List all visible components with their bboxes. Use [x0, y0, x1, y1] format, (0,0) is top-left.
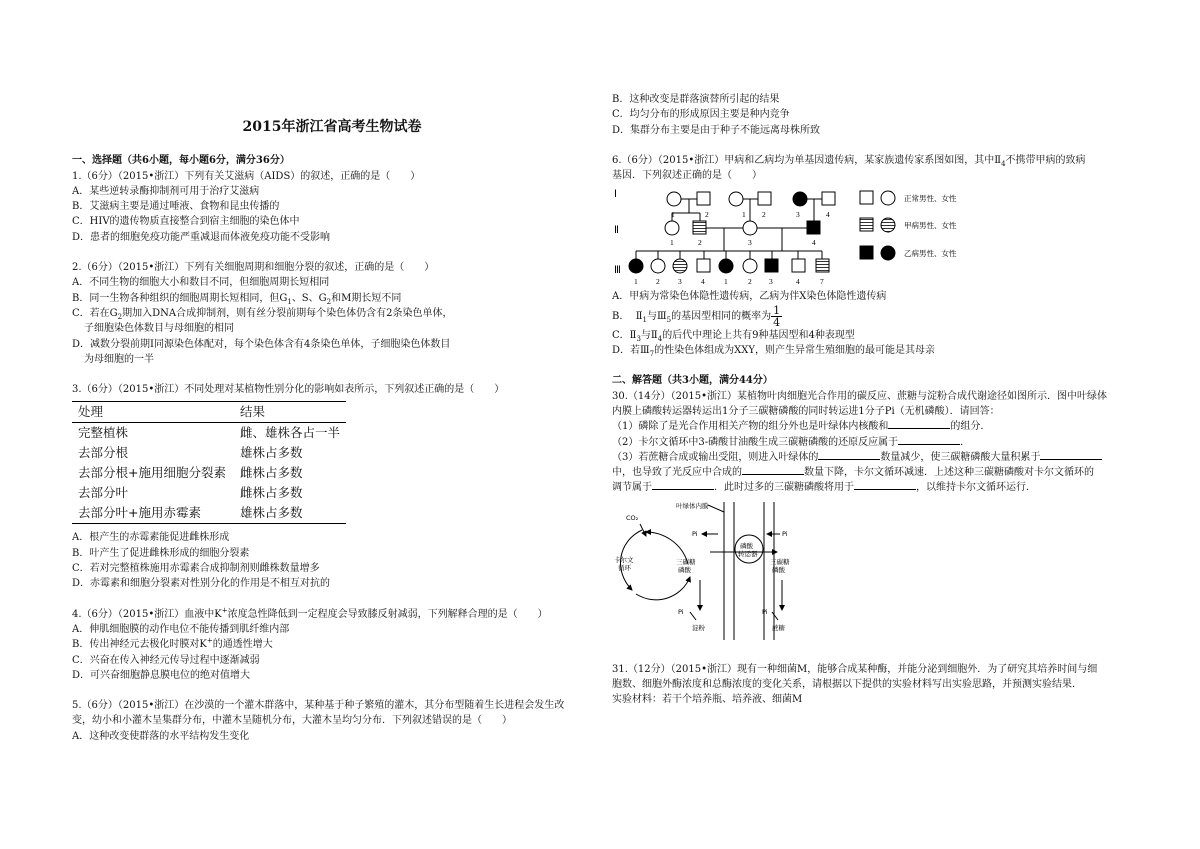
question-stem-cont: 内膜上磷酸转运器转运出1分子三碳糖磷酸的同时转运进1分子Pi（无机磷酸）．请回答：: [612, 405, 1000, 417]
table-row: [72, 443, 346, 463]
legend-male-jia: [860, 218, 873, 231]
header-cell: 结果: [234, 402, 346, 423]
legend-label-yi: 乙病男性、女性: [904, 249, 957, 259]
table-cell: 雄株占多数: [234, 503, 346, 524]
pedigree-male-normal: [792, 259, 805, 272]
treatment-table: [72, 401, 346, 524]
question-6: [612, 153, 1132, 358]
question-3: [72, 382, 592, 591]
pedigree-female-normal: [667, 192, 681, 206]
pedigree-number: 4: [812, 238, 816, 248]
pedigree-number: 1: [742, 210, 746, 220]
subquestion-3-cont: 中，也导致了光反应中合成的 数量下降，卡尔文循环减速．上述这种三碳糖磷酸对卡尔文循环的: [612, 467, 1094, 479]
left-column: [72, 120, 592, 744]
table-cell: 雄株占多数: [240, 445, 303, 461]
q5-option-b: B．这种改变是群落演替所引起的结果: [612, 94, 780, 105]
table-cell: 去部分叶: [78, 485, 129, 501]
transporter-label: 磷酸: [740, 541, 753, 550]
pedigree-male-yi: [807, 221, 820, 234]
option-d: D．若$Ⅲ_7$的性染色体组成为XXY，则产生异常生殖细胞的最可能是其母亲: [612, 345, 935, 359]
tp-label-2: 磷酸: [678, 565, 691, 574]
option-a: A．甲病为常染色体隐性遗传病，乙病为伴X染色体隐性遗传病: [612, 291, 887, 303]
pedigree-number: 4: [701, 277, 705, 287]
question-stem: 3.（6分）（2015•浙江）不同处理对某植物性别分化的影响如表所示，下列叙述正确的是（ ）: [72, 384, 505, 396]
legend-female-jia: [881, 218, 895, 232]
option-d-cont: 为母细胞的一半: [84, 353, 154, 365]
question-stem-cont: 胞数、细胞外酶浓度和总酶浓度的变化关系，请根据以下提供的实验材料写出实验思路，并预测实验结果．: [612, 679, 1082, 691]
metabolism-diagram: [612, 502, 1132, 640]
tp-label: 三碳糖: [676, 557, 696, 566]
section-heading-choice: 一、选择题（共6小题，每小题6分，满分36分）: [72, 155, 290, 167]
sucrose-label: 蔗糖: [772, 623, 785, 632]
pedigree-male-normal: [822, 192, 835, 205]
option-a: A．这种改变使群落的水平结构发生变化: [72, 730, 250, 742]
blank[interactable]: [898, 444, 960, 445]
table-row: [72, 483, 346, 503]
pedigree-svg: [612, 185, 1132, 315]
generation-label-2: Ⅱ: [614, 225, 619, 237]
pedigree-female-normal: [743, 221, 757, 235]
option-c: C．HIV的遗传物质直接整合到宿主细胞的染色体中: [72, 216, 300, 228]
pedigree-male-normal: [758, 192, 771, 205]
pedigree-number: 2: [698, 238, 702, 248]
option-b: B．叶产生了促进雌株形成的细胞分裂素: [72, 547, 250, 559]
pedigree-number: 3: [796, 210, 800, 220]
subquestion-3: （3）若蔗糖合成或输出受阻，则进入叶绿体的 数量减少，使三碳糖磷酸大量积累于: [612, 450, 1132, 465]
subquestion-3-cont2: 调节属于 ．此时过多的三碳糖磷酸将用于 ，以维持卡尔文循环运行．: [612, 482, 1036, 494]
calvin-label-2: 循环: [618, 563, 631, 572]
pedigree-number: 2: [656, 277, 660, 287]
table-cell: 去部分叶+施用赤霉素: [72, 503, 234, 524]
pedigree-female-normal: [651, 259, 665, 273]
pedigree-male-jia: [693, 221, 706, 234]
blank[interactable]: [742, 474, 804, 475]
blank[interactable]: [818, 459, 880, 460]
option-b: B． $Ⅱ_1$与$Ⅲ_5$的基因型相同的概率为 $\frac{1}{4}$: [612, 303, 781, 329]
option-a: A．不同生物的细胞大小和数目不同，但细胞周期长短相同: [72, 277, 330, 289]
table-row: [72, 463, 346, 483]
question-stem: 4.（6分）（2015•浙江）血液中K+浓度急性降低到一定程度会导致膝反射减弱，下列解释合理的是（ ）: [72, 606, 548, 620]
co2-label: CO₂: [626, 513, 639, 522]
legend-label-jia: 甲病男性、女性: [904, 221, 957, 231]
question-stem: 6.（6分）（2015•浙江）甲病和乙病均为单基因遗传病，某家族遗传家系图如图，其中$Ⅱ_4$不携带甲病的致病: [612, 154, 1086, 168]
table-cell: 去部分根: [78, 445, 129, 461]
legend-female-yi: [881, 246, 895, 260]
question-stem-cont: 变，幼小和小灌木呈集群分布，中灌木呈随机分布，大灌木呈均匀分布．下列叙述错误的是（ ）: [72, 715, 512, 727]
pedigree-female-yi: [793, 192, 807, 206]
option-d: D．可兴奋细胞静息膜电位的绝对值增大: [72, 669, 251, 681]
question-5: [72, 698, 592, 744]
transporter-label-2: 转运器: [738, 549, 758, 558]
pedigree-number: 1: [634, 277, 638, 287]
option-b: B．传出神经元去极化时膜对K+的通透性增大: [72, 636, 273, 651]
page-title: 2015年浙江省高考生物试卷: [242, 119, 422, 135]
membrane-label: 叶绿体内膜: [676, 501, 709, 510]
header-cell: 处理: [72, 402, 234, 423]
pedigree-chart: [612, 185, 1132, 315]
pedigree-number: 4: [796, 277, 800, 287]
question-stem: 30.（14分）（2015•浙江）某植物叶肉细胞光合作用的碳反应、蔗糖与淀粉合成代谢途径如图所示．图中叶绿体: [612, 390, 1107, 402]
question-stem: 1.（6分）（2015•浙江）下列有关艾滋病（AIDS）的叙述，正确的是（ ）: [72, 170, 421, 182]
pedigree-female-jia: [673, 259, 687, 273]
table-cell: 雌株占多数: [240, 485, 303, 501]
pedigree-number: 2: [748, 277, 752, 287]
pi-label: Pi: [678, 607, 684, 616]
generation-label-3: Ⅲ: [614, 265, 621, 277]
pedigree-female-normal: [743, 259, 757, 273]
option-a: A．某些逆转录酶抑制剂可用于治疗艾滋病: [72, 185, 260, 197]
pi-label: Pi: [692, 529, 698, 538]
metabolism-svg: [612, 502, 832, 640]
pedigree-number: 1: [724, 277, 728, 287]
pedigree-number: 3: [748, 238, 752, 248]
question-30: [612, 389, 1132, 640]
section-heading-answer: 二、解答题（共3小题，满分44分）: [612, 375, 773, 387]
legend-label-normal: 正常男性、女性: [904, 194, 957, 204]
starch-label: 淀粉: [692, 623, 705, 632]
pedigree-number: 4: [826, 210, 830, 220]
option-a: A．根产生的赤霉素能促进雌株形成: [72, 532, 230, 544]
legend-male-normal: [860, 191, 873, 204]
tp-label-right-2: 磷酸: [772, 565, 785, 574]
question-4: [72, 607, 592, 683]
option-c: C．$Ⅱ_3$与$Ⅱ_4$的后代中理论上共有9种基因型和4种表现型: [612, 329, 855, 343]
question-stem: 31.（12分）（2015•浙江）现有一种细菌M，能够合成某种酶，并能分泌到细胞外．为了研究其培养时间与细: [612, 663, 1098, 675]
legend-male-yi: [860, 246, 873, 259]
question-1: [72, 169, 592, 245]
pedigree-number: 2: [705, 210, 709, 220]
pedigree-female-normal: [665, 221, 679, 235]
pedigree-number: 1: [671, 210, 675, 220]
option-b: B．艾滋病主要是通过唾液、食物和昆虫传播的: [72, 201, 280, 213]
pedigree-male-normal: [697, 259, 710, 272]
pi-label: Pi: [782, 529, 788, 538]
pedigree-number: 3: [678, 277, 682, 287]
blank[interactable]: [854, 489, 916, 490]
question-stem: 5.（6分）（2015•浙江）在沙漠的一个灌木群落中，某种基于种子繁殖的灌木，其分布型随着生长进程会发生改: [72, 700, 565, 712]
table-row: [72, 503, 346, 524]
option-c: C．若在$G_2$期加入DNA合成抑制剂，则有丝分裂前期每个染色体仍含有2条染色单体，: [72, 307, 453, 321]
q5-option-d: D．集群分布主要是由于种子不能远离母株所致: [612, 124, 821, 136]
pedigree-female-yi: [719, 259, 733, 273]
pedigree-male-jia: [816, 259, 829, 272]
right-column: [612, 92, 1132, 708]
pedigree-number: 3: [769, 277, 773, 287]
legend-female-normal: [881, 191, 895, 205]
blank[interactable]: [1040, 459, 1102, 460]
question-stem: 2.（6分）（2015•浙江）下列有关细胞周期和细胞分裂的叙述，正确的是（ ）: [72, 262, 435, 274]
pedigree-number: 7: [820, 277, 824, 287]
subquestion-2: （2）卡尔文循环中3-磷酸甘油酸生成三碳糖磷酸的还原反应属于 ．: [612, 436, 971, 448]
option-d: D．减数分裂前期I同源染色体配对，每个染色体含有4条染色单体，子细胞染色体数目: [72, 338, 451, 350]
table-cell: 雌株占多数: [240, 465, 303, 481]
table-header-row: [72, 402, 346, 423]
option-c: C．若对完整植株施用赤霉素合成抑制剂则雌株数量增多: [72, 563, 320, 575]
q5-option-c: C．均匀分布的形成原因主要是种内竞争: [612, 109, 790, 121]
table-cell: 去部分根+施用细胞分裂素: [78, 465, 226, 481]
question-2: [72, 260, 592, 367]
table-row: [72, 423, 346, 444]
question-stem-cont2: 实验材料：若干个培养瓶、培养液、细菌M: [612, 694, 803, 706]
pedigree-number: 2: [762, 210, 766, 220]
fraction: $\frac{1}{4}$: [773, 303, 781, 329]
tp-label-right: 三碳糖: [770, 557, 790, 566]
blank[interactable]: [888, 428, 950, 429]
option-b: B．同一生物各种组织的细胞周期长短相同，但$G_1$、S、$G_2$和M期长短不同: [72, 292, 402, 306]
pedigree-male-yi: [765, 259, 778, 272]
calvin-label: 卡尔文: [614, 555, 634, 564]
table-cell: 完整植株: [78, 425, 129, 441]
option-a: A．伸肌细胞膜的动作电位不能传播到肌纤维内部: [72, 623, 290, 635]
blank[interactable]: [652, 489, 714, 490]
pedigree-female-normal: [729, 192, 743, 206]
pedigree-female-yi: [629, 259, 643, 273]
option-c: C．兴奋在传入神经元传导过程中逐渐减弱: [72, 654, 260, 666]
option-d: D．患者的细胞免疫功能严重减退而体液免疫功能不受影响: [72, 231, 331, 243]
question-31: [612, 662, 1132, 708]
option-c-cont: 子细胞染色体数目与母细胞的相同: [84, 323, 234, 335]
generation-label-1: Ⅰ: [614, 189, 617, 201]
option-d: D．赤霉素和细胞分裂素对性别分化的作用是不相互对抗的: [72, 578, 331, 590]
pedigree-male-normal: [697, 192, 710, 205]
pi-label: Pi: [762, 607, 768, 616]
question-stem-cont: 基因．下列叙述正确的是（ ）: [612, 170, 762, 182]
pedigree-number: 1: [670, 238, 674, 248]
subquestion-1: （1）磷除了是光合作用相关产物的组分外也是叶绿体内核酸和 的组分．: [612, 421, 991, 433]
table-cell: 雌、雄株各占一半: [240, 425, 341, 441]
